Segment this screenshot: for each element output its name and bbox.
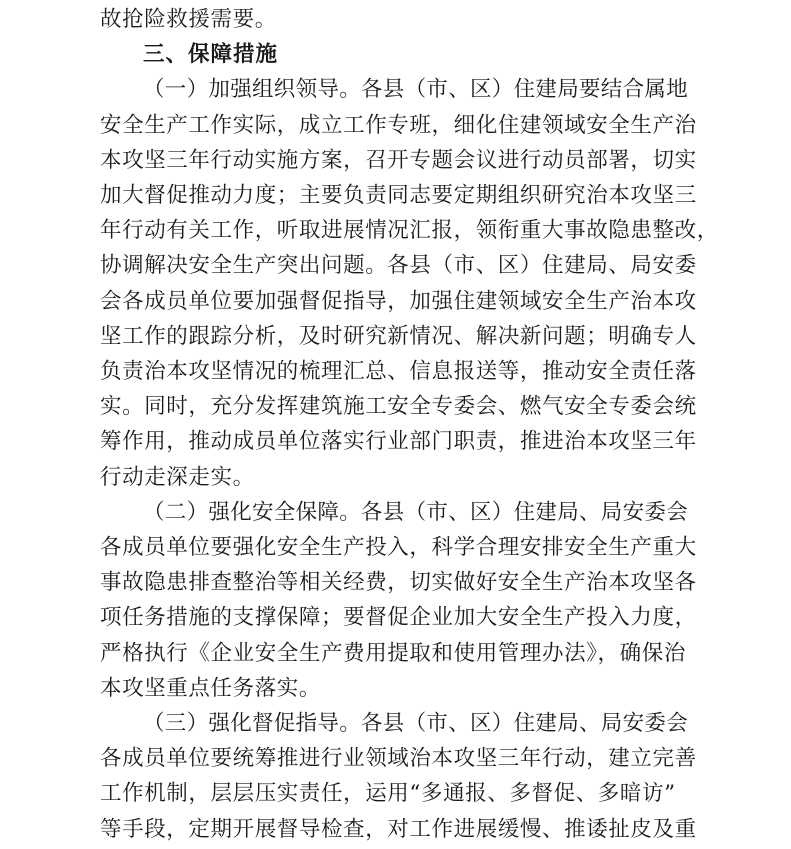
text-line: 本攻坚重点任务落实。	[100, 675, 322, 701]
section-heading: 三、保障措施	[143, 42, 279, 68]
text-line: 严格执行《企业安全生产费用提取和使用管理办法》，确保治	[100, 640, 686, 666]
text-line: 各成员单位要统筹推进行业领域治本攻坚三年行动，建立完善	[100, 746, 697, 772]
text-line: 项任务措施的支撑保障；要督促企业加大安全生产投入力度，	[100, 605, 697, 631]
text-line: 事故隐患排查整治等相关经费，切实做好安全生产治本攻坚各	[100, 570, 697, 596]
text-line: 故抢险救援需要。	[100, 7, 277, 32]
text-line: 安全生产工作实际，成立工作专班，细化住建领域安全生产治	[100, 112, 697, 138]
text-line: 负责治本攻坚情况的梳理汇总、信息报送等，推动安全责任落	[100, 359, 697, 384]
paragraph-first-line: （二）强化安全保障。各县（市、区）住建局、局安委会	[143, 499, 689, 525]
text-line: 年行动有关工作，听取进展情况汇报，领衔重大事故隐患整改，	[100, 218, 719, 244]
paragraph-first-line: （三）强化督促指导。各县（市、区）住建局、局安委会	[143, 711, 689, 736]
text-line: 本攻坚三年行动实施方案，召开专题会议进行动员部署，切实	[100, 147, 697, 173]
text-line: 加大督促推动力度；主要负责同志要定期组织研究治本攻坚三	[100, 183, 697, 208]
text-line: 各成员单位要强化安全生产投入，科学合理安排安全生产重大	[100, 535, 697, 560]
text-line: 协调解决安全生产突出问题。各县（市、区）住建局、局安委	[100, 253, 697, 279]
text-line: 筹作用，推动成员单位落实行业部门职责，推进治本攻坚三年	[100, 429, 697, 455]
text-line: 会各成员单位要加强督促指导，加强住建领域安全生产治本攻	[100, 288, 697, 314]
text-line: 工作机制，层层压实责任，运用“多通报、多督促、多暗访”	[100, 781, 676, 807]
paragraph-first-line: （一）加强组织领导。各县（市、区）住建局要结合属地	[143, 77, 689, 103]
text-line: 行动走深走实。	[100, 464, 255, 490]
text-line: 实。同时，充分发挥建筑施工安全专委会、燃气安全专委会统	[100, 394, 697, 420]
text-line: 等手段，定期开展督导检查，对工作进展缓慢、推诿扯皮及重	[100, 816, 697, 842]
text-line: 坚工作的跟踪分析，及时研究新情况、解决新问题；明确专人	[100, 323, 697, 349]
